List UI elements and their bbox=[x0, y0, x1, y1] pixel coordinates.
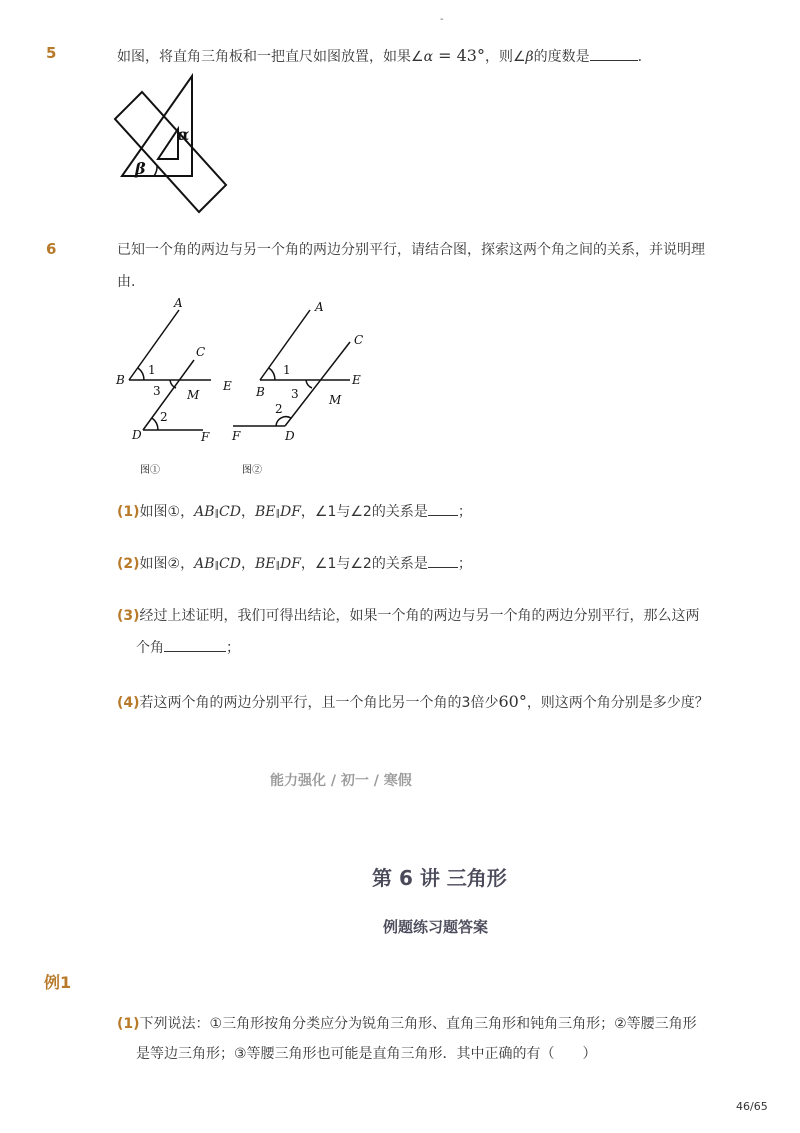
q5-text-end: 的度数是 bbox=[533, 49, 590, 65]
sub4-text-a: 若这两个角的两边分别平行，且一个角比另一个角的3倍少 bbox=[139, 695, 499, 711]
label-angle-2: 2 bbox=[160, 410, 168, 424]
ruler-outline bbox=[115, 92, 226, 212]
sub3-line2-a: 个角 bbox=[136, 640, 164, 656]
sub1-parallel-2: ∥ bbox=[275, 509, 280, 519]
sub2-parallel-1: ∥ bbox=[214, 561, 220, 571]
angle-3-arc bbox=[306, 380, 312, 388]
label-D: D bbox=[285, 429, 295, 443]
angle-1-arc bbox=[138, 368, 144, 380]
label-C: C bbox=[196, 345, 206, 359]
sub2-m1: AB bbox=[194, 556, 215, 572]
question-5-number: 5 bbox=[46, 44, 57, 62]
question-6-line1: 已知一个角的两边与另一个角的两边分别平行，请结合图，探索这两个角之间的关系，并说明理 bbox=[117, 242, 705, 258]
sub3-answer-blank bbox=[164, 651, 226, 652]
label-M: M bbox=[187, 388, 200, 402]
label-angle-3: 3 bbox=[291, 387, 299, 401]
sub4-text-b: ，则这两个角分别是多少度？ bbox=[526, 695, 709, 711]
label-B: B bbox=[256, 385, 265, 399]
q6-figure-1 bbox=[110, 292, 235, 482]
q5-text-before: 如图，将直角三角板和一把直尺如图放置，如果∠ bbox=[117, 49, 424, 65]
label-A: A bbox=[315, 300, 324, 314]
angle-1-arc bbox=[269, 368, 275, 380]
sub1-sep: ， bbox=[240, 504, 255, 520]
label-F: F bbox=[201, 430, 210, 444]
sub2-m2: CD bbox=[219, 556, 241, 572]
question-5-text bbox=[117, 42, 642, 71]
example-1-label: 例1 bbox=[44, 973, 72, 992]
figure-1-caption: 图① bbox=[140, 465, 160, 476]
sub2-end: ； bbox=[457, 556, 472, 572]
alpha-label: α bbox=[177, 125, 190, 144]
sub1-m3: BE bbox=[254, 504, 276, 520]
sub2-text-b: ，∠1与∠2的关系是 bbox=[300, 556, 428, 572]
q5-triangle-ruler-figure bbox=[110, 70, 235, 220]
sub1-text-b: ，∠1与∠2的关系是 bbox=[300, 504, 428, 520]
angle-2-arc bbox=[152, 418, 158, 430]
q5-period: . bbox=[637, 49, 643, 65]
label-angle-1: 1 bbox=[283, 363, 291, 377]
line-DC bbox=[285, 342, 350, 426]
lecture-title: 第 6 讲 三角形 bbox=[372, 866, 507, 890]
example-1-line2: 是等边三角形；③等腰三角形也可能是直角三角形．其中正确的有（ ） bbox=[136, 1046, 597, 1062]
label-M: M bbox=[329, 393, 342, 407]
triangle-inner-cutout bbox=[158, 129, 178, 159]
example-1-question-label: (1) bbox=[117, 1016, 140, 1032]
label-E: E bbox=[352, 373, 361, 387]
sub1-parallel-1: ∥ bbox=[214, 509, 220, 519]
sub-question-1 bbox=[117, 498, 472, 528]
q5-alpha: α bbox=[423, 49, 434, 65]
label-D: D bbox=[132, 428, 142, 442]
sub1-m4: DF bbox=[279, 504, 301, 520]
label-angle-3: 3 bbox=[153, 384, 161, 398]
label-C: C bbox=[354, 333, 364, 347]
label-E: E bbox=[223, 379, 232, 393]
sub4-number: 60° bbox=[498, 692, 527, 711]
page-number: 46/65 bbox=[736, 1100, 768, 1113]
breadcrumb-footer: 能力强化 / 初一 / 寒假 bbox=[270, 773, 412, 789]
sub2-parallel-2: ∥ bbox=[275, 561, 280, 571]
sub1-text-a: 如图①， bbox=[139, 504, 195, 520]
label-angle-1: 1 bbox=[148, 363, 156, 377]
sub1-m1: AB bbox=[194, 504, 215, 520]
sub1-m2: CD bbox=[219, 504, 241, 520]
lecture-subtitle: 例题练习题答案 bbox=[383, 918, 489, 936]
example-1-text-line1: 下列说法：①三角形按角分类应分为锐角三角形、直角三角形和钝角三角形；②等腰三角形 bbox=[139, 1016, 697, 1032]
sub-question-4 bbox=[117, 688, 709, 717]
label-A: A bbox=[174, 296, 183, 310]
top-mark: - bbox=[440, 14, 444, 25]
sub-question-2 bbox=[117, 550, 472, 580]
sub2-answer-blank bbox=[428, 567, 458, 568]
sub2-m3: BE bbox=[254, 556, 276, 572]
sub1-end: ； bbox=[457, 504, 472, 520]
sub-question-3-label: (3) bbox=[117, 608, 140, 624]
sub2-sep: ， bbox=[240, 556, 255, 572]
sub1-answer-blank bbox=[428, 515, 458, 516]
beta-label: β bbox=[135, 159, 146, 178]
q5-equation: = 43° bbox=[433, 46, 485, 65]
sub-question-4-label: (4) bbox=[117, 695, 140, 711]
example-1-line1 bbox=[117, 1010, 697, 1038]
sub-question-2-label: (2) bbox=[117, 556, 140, 572]
beta-arc bbox=[154, 166, 157, 176]
sub3-line2-end: ； bbox=[226, 640, 240, 656]
sub-question-1-label: (1) bbox=[117, 504, 140, 520]
sub-question-3-line1 bbox=[117, 602, 700, 630]
angle-3-arc bbox=[170, 380, 176, 388]
label-F: F bbox=[232, 429, 241, 443]
question-6-number: 6 bbox=[46, 240, 57, 258]
sub3-line1: 经过上述证明，我们可得出结论，如果一个角的两边与另一个角的两边分别平行，那么这两 bbox=[139, 608, 700, 624]
label-B: B bbox=[116, 373, 125, 387]
label-angle-2: 2 bbox=[275, 402, 283, 416]
q5-answer-blank bbox=[590, 60, 638, 61]
q6-figure-2 bbox=[228, 292, 373, 482]
question-6-line2: 由. bbox=[117, 274, 136, 290]
figure-2-caption: 图② bbox=[242, 465, 262, 476]
q5-beta: β bbox=[525, 49, 534, 65]
sub-question-3-line2 bbox=[136, 634, 240, 662]
sub2-m4: DF bbox=[279, 556, 301, 572]
sub2-text-a: 如图②， bbox=[139, 556, 195, 572]
q5-text-after: ，则∠ bbox=[484, 49, 526, 65]
